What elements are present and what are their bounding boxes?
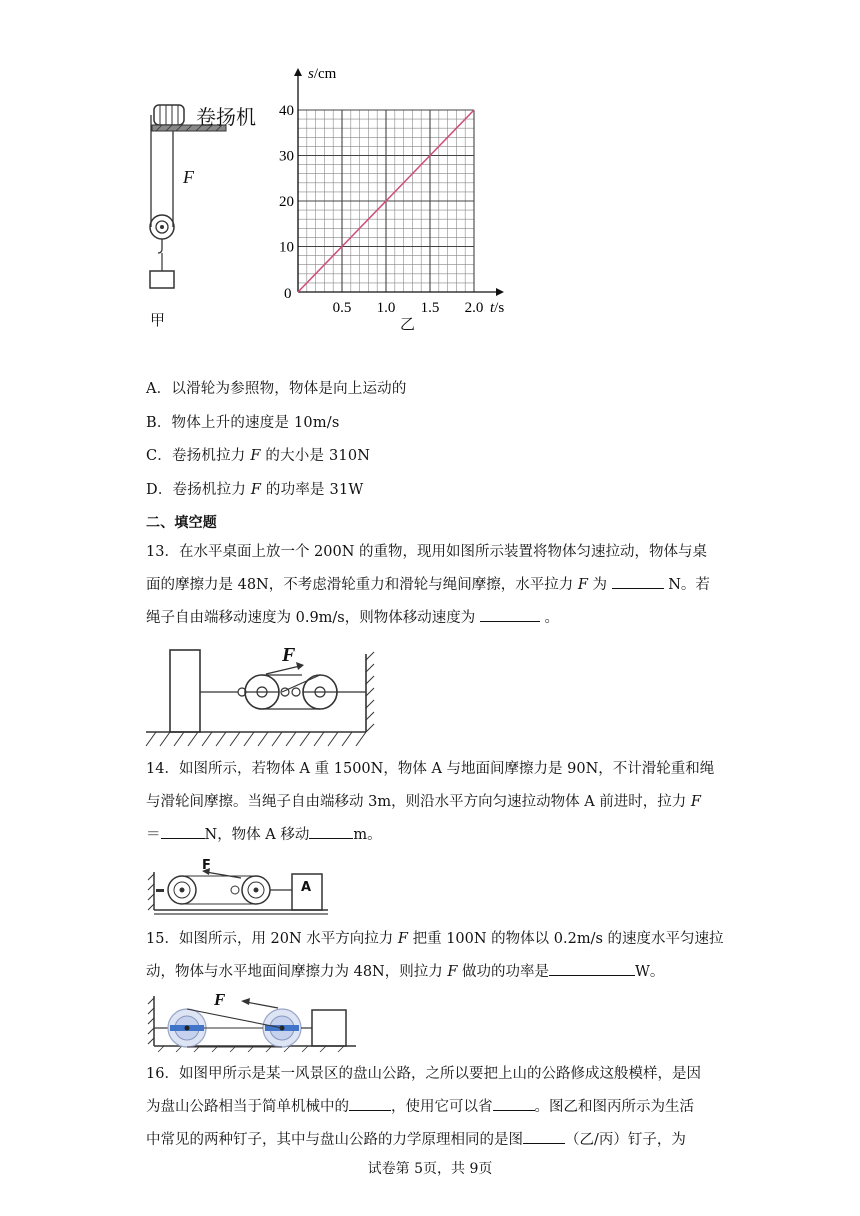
figure-caption-left: 甲 <box>150 311 166 329</box>
q13-line2-tail: N。若 <box>663 577 710 593</box>
option-c-symbol: F <box>250 448 261 464</box>
q13-line2-mid: 为 <box>587 577 612 593</box>
y-axis-label: s/cm <box>308 66 337 82</box>
figure-caption-right: 乙 <box>400 315 416 333</box>
x-axis-label: t/s <box>490 300 505 316</box>
q16-blank-3[interactable] <box>523 1129 565 1144</box>
q15-blank-1[interactable] <box>549 961 635 976</box>
q15-figure-force-label: F <box>214 990 226 1009</box>
q16-blank-2[interactable] <box>493 1096 535 1111</box>
option-d-text: D．卷扬机拉力 <box>146 482 251 498</box>
q16-blank-1[interactable] <box>349 1096 391 1111</box>
q14-symbol: F <box>690 794 701 810</box>
s-t-chart <box>268 62 528 342</box>
option-c-tail: 的大小是 310N <box>260 448 371 464</box>
question-14 <box>146 753 718 852</box>
winch-figure <box>140 95 280 335</box>
q16-line2-mid: ，使用它可以省 <box>391 1099 493 1115</box>
q13-line2: 面的摩擦力是 48N，不考虑滑轮重力和滑轮与绳间摩擦，水平拉力 <box>146 577 578 593</box>
q16-line1: 16．如图甲所示是某一风景区的盘山公路，之所以要把上山的公路修成这般模样，是因 <box>146 1066 701 1082</box>
x-tick-label: 2.0 <box>464 300 484 316</box>
q14-line3-tail: m。 <box>353 827 382 843</box>
page-footer: 试卷第 5页，共 9页 <box>367 1161 493 1177</box>
q13-blank-1[interactable] <box>612 574 664 589</box>
question-16 <box>146 1058 718 1157</box>
q14-figure-force-label: F <box>202 858 211 873</box>
q13-blank-2[interactable] <box>480 607 540 622</box>
q13-figure <box>142 644 382 754</box>
q14-line2: 与滑轮间摩擦。当绳子自由端移动 3m，则沿水平方向匀速拉动物体 A 前进时，拉力 <box>146 794 691 810</box>
q14-figure-block-label: A <box>301 880 312 895</box>
x-axis-arrow <box>496 288 504 296</box>
q16-line3-tail: （乙/丙）钉子，为 <box>565 1132 686 1148</box>
x-tick-label: 1.0 <box>376 300 396 316</box>
q16-line2: 为盘山公路相当于简单机械中的 <box>146 1099 349 1115</box>
question-13 <box>146 536 718 635</box>
winch-label: 卷扬机 <box>196 105 256 129</box>
q15-line2-mid: 做功的功率是 <box>457 964 550 980</box>
q15-line1-tail: 把重 100N 的物体以 0.2m/s 的速度水平匀速拉 <box>407 931 724 947</box>
y-tick-label: 20 <box>279 194 294 210</box>
option-b-text: B．物体上升的速度是 10m/s <box>146 415 340 431</box>
q13-figure-force-label: F <box>282 644 296 666</box>
q15-figure <box>146 994 361 1056</box>
q14-blank-1[interactable] <box>161 824 205 839</box>
section-heading: 二、填空题 <box>146 515 217 531</box>
q13-line3: 绳子自由端移动速度为 0.9m/s，则物体移动速度为 <box>146 610 480 626</box>
option-d-symbol: F <box>250 482 262 498</box>
option-d <box>146 478 363 499</box>
origin-label: 0 <box>284 286 292 302</box>
force-label: F <box>183 167 194 187</box>
option-a <box>146 377 407 398</box>
q16-line2-tail: 。图乙和图丙所示为生活 <box>534 1099 694 1115</box>
option-a-text: A．以滑轮为参照物，物体是向上运动的 <box>146 381 407 397</box>
y-axis-arrow <box>294 68 302 76</box>
option-b <box>146 411 340 432</box>
option-d-tail: 的功率是 31W <box>261 482 364 498</box>
q13-line1: 13．在水平桌面上放一个 200N 的重物，现用如图所示装置将物体匀速拉动，物体与桌 <box>146 544 708 560</box>
q15-line2: 动，物体与水平地面间摩擦力为 48N，则拉力 <box>146 964 448 980</box>
q14-line3-mid: N，物体 A 移动 <box>204 827 310 843</box>
q15-symbol-1: F <box>397 931 408 947</box>
option-c-text: C．卷扬机拉力 <box>146 448 251 464</box>
y-tick-label: 40 <box>279 103 294 119</box>
y-tick-label: 10 <box>279 239 294 256</box>
question-15 <box>146 923 724 989</box>
q13-symbol: F <box>577 577 588 593</box>
q13-line3-tail: 。 <box>539 610 559 626</box>
q15-line2-tail: W。 <box>635 964 665 980</box>
q15-symbol-2: F <box>447 964 458 980</box>
q15-line1: 15．如图所示，用 20N 水平方向拉力 <box>146 931 398 947</box>
q14-line1: 14．如图所示，若物体 A 重 1500N，物体 A 与地面间摩擦力是 90N，不计滑轮重和绳 <box>146 761 715 777</box>
x-tick-label: 1.5 <box>420 300 440 316</box>
q14-blank-2[interactable] <box>309 824 353 839</box>
x-tick-label: 0.5 <box>332 300 352 316</box>
option-c <box>146 444 370 465</box>
y-tick-label: 30 <box>279 148 294 165</box>
q16-line3: 中常见的两种钉子，其中与盘山公路的力学原理相同的是图 <box>146 1132 523 1148</box>
q14-line3: ＝ <box>146 827 161 843</box>
